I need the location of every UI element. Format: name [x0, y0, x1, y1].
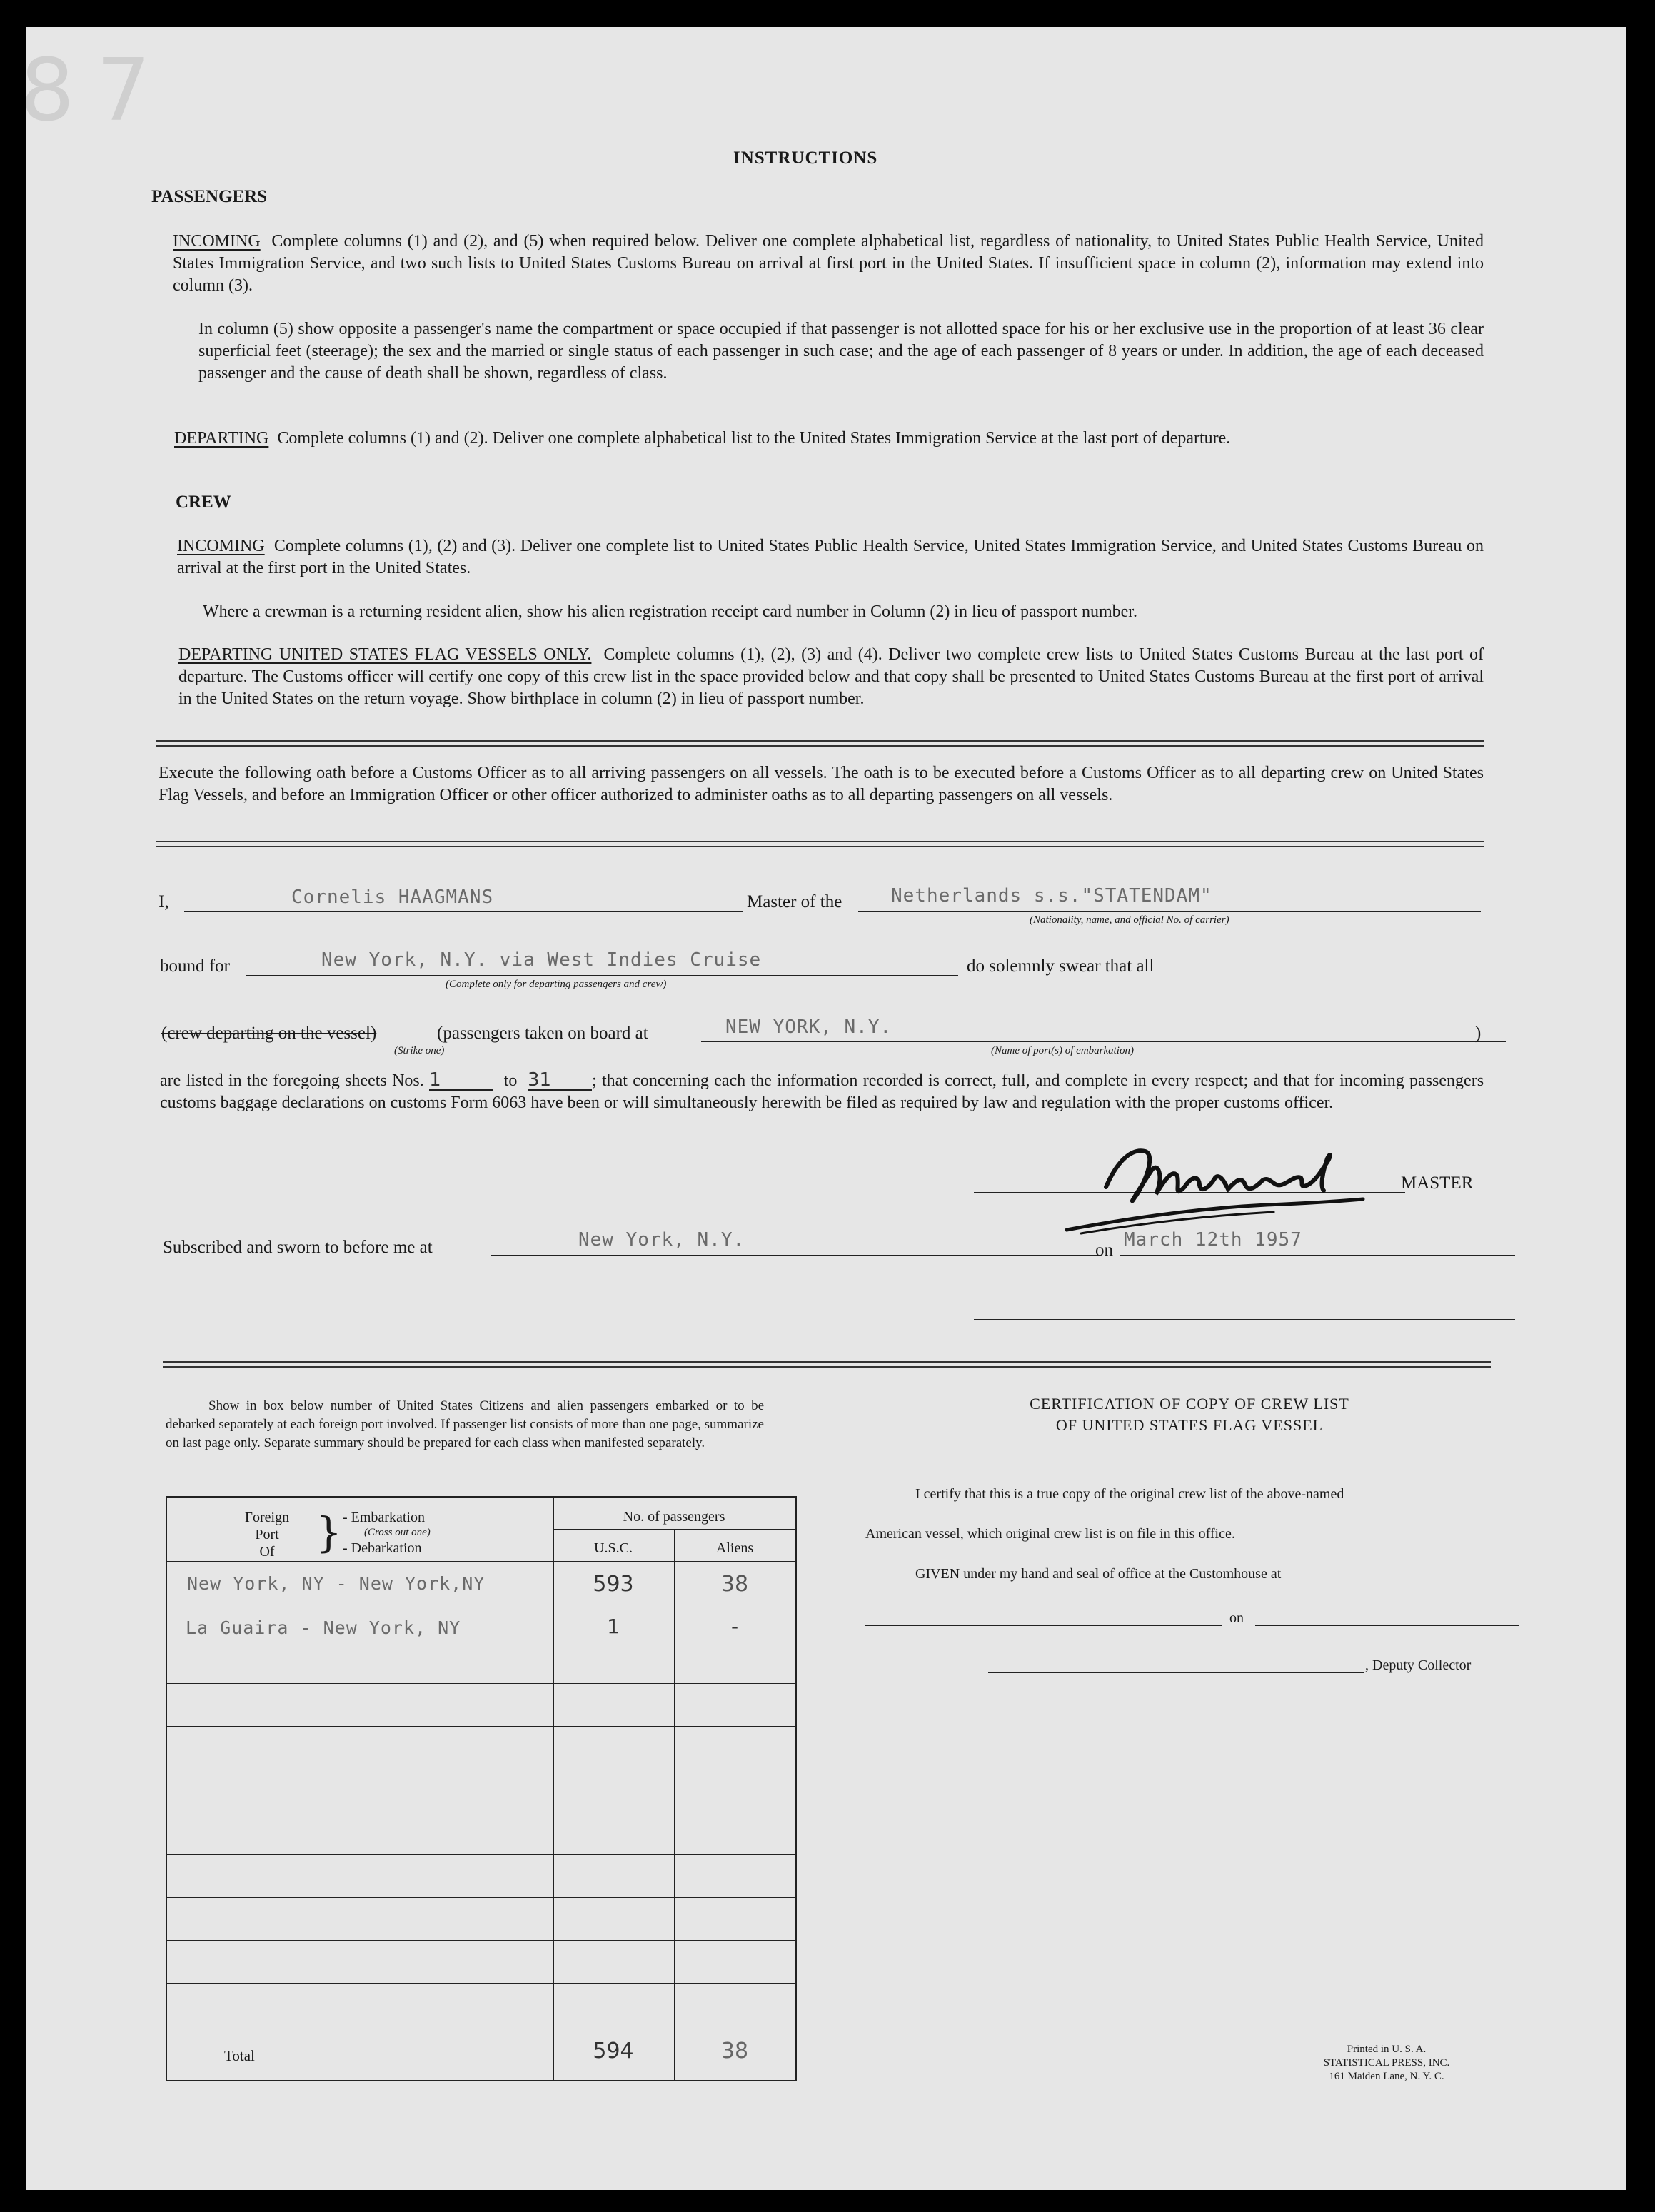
bound-for-label: bound for	[160, 956, 230, 976]
deputy-collector-line	[988, 1672, 1364, 1673]
strike-choice	[161, 1024, 376, 1044]
passengers-taken-label: (passengers taken on board at	[437, 1024, 648, 1043]
crew-departing-struck-text: (crew departing on the vessel)	[161, 1024, 377, 1043]
passengers-incoming-label: INCOMING	[173, 232, 261, 251]
printer-line1: Printed in U. S. A.	[1347, 2044, 1427, 2055]
oath-instruction: Execute the following oath before a Customs Officer as to all arriving passengers on all vessels. The oath is to be executed before a Customs Officer as to all departing crew on United States Flag Vessels, and before an Immigration Officer or other officer authorized to administer oaths as to all departing passengers on all vessels.	[159, 764, 1484, 804]
passengers-incoming-para	[173, 231, 1484, 297]
passenger-summary-table	[166, 1496, 797, 2081]
crew-departing-flag-para	[178, 644, 1484, 710]
certification-title	[904, 1393, 1475, 1436]
close-paren: )	[1475, 1024, 1482, 1043]
port-header	[224, 1509, 310, 1560]
passengers-departing-text: Complete columns (1) and (2). Deliver one complete alphabetical list to the United States Immigration Service at the last port of departure.	[277, 429, 1231, 448]
sheet-from-field[interactable]: 1	[429, 1071, 493, 1091]
master-label: MASTER	[1401, 1173, 1474, 1193]
bound-for-field[interactable]: New York, N.Y. via West Indies Cruise	[321, 949, 762, 971]
certify-line1: I certify that this is a true copy of the original crew list of the above-named	[915, 1486, 1344, 1502]
brace-icon: }	[316, 1508, 342, 1557]
table-row-divider	[167, 1854, 795, 1855]
sworn-place-field[interactable]: New York, N.Y.	[578, 1229, 745, 1251]
master-of-label: Master of the	[747, 892, 842, 911]
port-header-line: Port	[255, 1527, 279, 1542]
table-row-divider	[167, 1683, 795, 1684]
certification-date-line	[1255, 1625, 1519, 1626]
deputy-collector-label: , Deputy Collector	[1365, 1657, 1472, 1673]
vessel-caption: (Nationality, name, and official No. of carrier)	[1030, 914, 1229, 926]
summary-instruction: Show in box below number of United States Citizens and alien passengers embarked or to be debarked separately at each foreign port involved. If passenger list consists of more than one page, summarize on last page only. Separate summary should be prepared for each class when manifested separately.	[166, 1398, 764, 1450]
subscribed-label: Subscribed and sworn to before me at	[163, 1238, 433, 1257]
strike-caption: (Strike one)	[394, 1045, 445, 1056]
crew-incoming-label: INCOMING	[177, 537, 265, 555]
table-row-usc[interactable]: 593	[593, 1572, 634, 1597]
port-caption: (Name of port(s) of embarkation)	[991, 1045, 1134, 1056]
table-row-usc[interactable]: 1	[607, 1615, 620, 1638]
crew-departing-flag-label: DEPARTING UNITED STATES FLAG VESSELS ONLY.	[178, 645, 592, 664]
given-text: GIVEN under my hand and seal of office at the Customhouse at	[915, 1566, 1282, 1582]
officer-signature-line	[974, 1319, 1515, 1320]
crew-heading: CREW	[176, 493, 231, 512]
sworn-place-line	[491, 1255, 1101, 1256]
table-row-aliens[interactable]: 38	[720, 1572, 749, 1597]
table-row-divider	[167, 1897, 795, 1898]
passengers-departing-para	[174, 428, 1484, 450]
sworn-date-field[interactable]: March 12th 1957	[1124, 1229, 1302, 1251]
crew-incoming-para	[177, 535, 1484, 580]
bound-caption: (Complete only for departing passengers and crew)	[446, 979, 667, 990]
swear-label: do solemnly swear that all	[967, 956, 1155, 976]
certification-title-line2: OF UNITED STATES FLAG VESSEL	[1055, 1416, 1324, 1434]
to-label: to	[503, 1071, 518, 1090]
passengers-incoming-text: Complete columns (1) and (2), and (5) when required below. Deliver one complete alphabetical list, regardless of nationality, to United States Public Health Service, United States Immigration Service, and two such lists to United States Customs Bureau on arrival at first port in the United States. If insufficient space in column (2), information may extend into column (3).	[173, 232, 1484, 295]
printer-imprint	[1279, 2043, 1494, 2084]
section-divider	[156, 841, 1484, 847]
sheet-to-field[interactable]: 31	[528, 1071, 592, 1091]
oath-statement	[160, 1070, 1484, 1114]
passengers-departing-label: DEPARTING	[174, 429, 269, 448]
embarkation-label: - Embarkation	[343, 1510, 425, 1525]
sworn-on-label: on	[1095, 1241, 1113, 1260]
usc-header: U.S.C.	[594, 1540, 633, 1556]
section-divider	[156, 740, 1484, 747]
port-header-line: Foreign	[244, 1510, 290, 1525]
stamp-number: 87	[20, 41, 172, 141]
table-row-divider	[167, 1726, 795, 1727]
table-row-port[interactable]: La Guaira - New York, NY	[186, 1617, 461, 1638]
port-header-line: Of	[259, 1544, 275, 1560]
listed-label: are listed in the foregoing sheets Nos.	[160, 1071, 424, 1090]
customhouse-line	[865, 1625, 1222, 1626]
vessel-line	[858, 911, 1481, 912]
crew-resident-text: Where a crewman is a returning resident alien, show his alien registration receipt card number in Column (2) in lieu of passport number.	[203, 602, 1137, 621]
table-header-divider	[553, 1529, 795, 1530]
vessel-field[interactable]: Netherlands s.s."STATENDAM"	[891, 885, 1212, 906]
table-row-divider	[167, 1940, 795, 1941]
debarkation-label: - Debarkation	[343, 1540, 422, 1556]
crew-departing-flag-text: Complete columns (1), (2), (3) and (4). Deliver two complete crew lists to United States Customs Bureau at the last port of departure. The Customs officer will certify one copy of this crew list in the space provided below and that copy shall be presented to United States Customs Bureau at the first port of arrival in the United States on the return voyage. Show birthplace in column (2) in lieu of passport number.	[178, 645, 1484, 708]
table-header-divider	[167, 1561, 795, 1562]
oath-i-label: I,	[159, 892, 169, 911]
certification-on-label: on	[1229, 1610, 1244, 1626]
aliens-header: Aliens	[715, 1540, 754, 1556]
master-name-line	[184, 911, 743, 912]
master-signature	[1038, 1119, 1374, 1248]
passengers-heading: PASSENGERS	[151, 187, 268, 206]
passengers-column5-text: In column (5) show opposite a passenger's name the compartment or space occupied if that passenger is not allotted space for his or her exclusive use in the proportion of at least 36 clear superficial feet (steerage); the sex and the married or single status of each passenger in such case; and the age of each passenger of 8 years or under. In addition, the age of each deceased passenger and the cause of death shall be shown, regardless of class.	[198, 320, 1484, 383]
statement-tail: ; that concerning each the information recorded is correct, full, and complete in every respect; and that for incoming passengers customs baggage declarations on customs Form 6063 have been or will simultaneously herewith be filed as required by law and regulation with the proper customs officer.	[160, 1071, 1484, 1112]
no-of-passengers-header: No. of passengers	[623, 1509, 725, 1525]
table-column-divider	[674, 1529, 675, 2080]
total-usc[interactable]: 594	[593, 2039, 634, 2064]
instructions-title: INSTRUCTIONS	[733, 148, 878, 168]
total-aliens[interactable]: 38	[720, 2039, 749, 2064]
table-row-divider	[167, 1983, 795, 1984]
printer-line3: 161 Maiden Lane, N. Y. C.	[1329, 2071, 1444, 2082]
table-row-aliens[interactable]: -	[730, 1615, 739, 1638]
certification-title-line1: CERTIFICATION OF COPY OF CREW LIST	[1030, 1395, 1349, 1413]
section-divider	[163, 1361, 1491, 1368]
crew-incoming-text: Complete columns (1), (2) and (3). Deliver one complete list to United States Public Health Service, United States Immigration Service, and United States Customs Bureau on arrival at the first port in the United States.	[177, 537, 1484, 577]
cross-out-label: (Cross out one)	[364, 1527, 431, 1538]
port-line	[701, 1041, 1506, 1042]
printer-line2: STATISTICAL PRESS, INC.	[1323, 2057, 1450, 2069]
table-row-port[interactable]: New York, NY - New York,NY	[187, 1573, 486, 1594]
master-name-field[interactable]: Cornelis HAAGMANS	[291, 887, 494, 908]
port-field[interactable]: NEW YORK, N.Y.	[725, 1016, 892, 1038]
certify-line2: American vessel, which original crew list is on file in this office.	[865, 1526, 1235, 1542]
sworn-date-line	[1120, 1255, 1515, 1256]
total-label: Total	[224, 2047, 255, 2064]
form-page	[20, 27, 1626, 2190]
bound-for-line	[246, 975, 958, 976]
